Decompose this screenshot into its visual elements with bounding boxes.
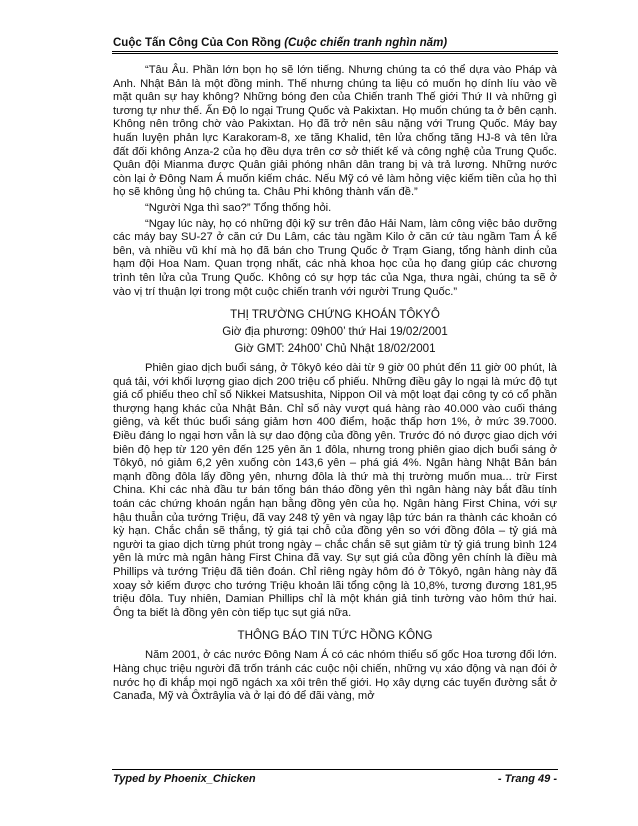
local-time-line: Giờ địa phương: 09h00’ thứ Hai 19/02/2001 bbox=[222, 325, 448, 339]
paragraph: “Ngay lúc này, họ có những đội kỹ sư trên đảo Hải Nam, làm công việc bảo dưỡng các máy bay SU-27 ở căn cứ Du Lâm, các tàu ngầm Kilo ở căn cứ tàu ngầm Tam Á kế bên, và nhiều vũ khí mà họ đã bán cho Trung Quốc ở Trạm Giang, tổng hành dinh của hạm đội Hoa Nam. Quan trọng nhất, các nhà khoa học của họ đang giúp các chương trình tên lửa của Trung Quốc. Không có sự hợp tác của Nga, thưa ngài, chúng ta sẽ ở vào vị trí thuận lợi trong một cuộc chiến tranh với người Trung Quốc.” bbox=[113, 217, 557, 298]
footer-rule bbox=[112, 769, 558, 770]
section-heading: THỊ TRƯỜNG CHỨNG KHOÁN TÔKYÔ bbox=[230, 308, 440, 322]
book-title: Cuộc Tấn Công Của Con Rồng bbox=[113, 37, 282, 49]
page-number: - Trang 49 - bbox=[497, 773, 557, 785]
paragraph: “Tâu Âu. Phần lớn bọn họ sẽ lớn tiếng. Nhưng chúng ta có thể dựa vào Pháp và Anh. Nhật Bản là một đồng minh. Thế nhưng chúng ta liệu có muốn họ dính líu vào về mặt quân sự hay không? Những bóng đen của Chiến tranh Thế giới Thứ II và những gì tương tự như thế. Ấn Độ lo ngại Trung Quốc và Pakixtan. Họ muốn chúng ta ở bên cạnh. Không nên trông chờ vào Pakixtan. Họ đã trở nên sâu nặng với Trung Quốc. Máy bay huấn luyện phản lực Karakoram-8, xe tăng Khalid, tên lửa chống tăng HJ-8 và tên lửa đất đối không Anza-2 của họ đều dựa trên cơ sở thiết kế và công nghệ của Trung Quốc. Quân đội Mianma được Quân giải phóng nhân dân trang bị và trả lương. Những nước còn lại ở Đông Nam Á muốn kiếm chác. Nếu Mỹ có vẻ làm hỏng việc kiếm tiền của họ thì họ sẽ không ủng hộ chúng ta. Châu Phi không thành vấn đề.” bbox=[113, 64, 557, 199]
section-heading: THÔNG BÁO TIN TỨC HỒNG KÔNG bbox=[237, 629, 433, 643]
paragraph: Phiên giao dịch buổi sáng, ở Tôkyô kéo dài từ 9 giờ 00 phút đến 11 giờ 00 phút, là quá tải, với khối lượng giao dịch 200 triệu cổ phiếu. Những điều gây lo ngại là mức độ tụt giá cổ phiếu theo chỉ số Nikkei Matsushita, Nippon Oil và một loạt đại công ty có cổ phần thượng hạng khác của Nhật Bản. Chỉ số này vượt quá hàng rào 40.000 vào cuối tháng giêng, và kết thúc buổi sáng giảm hơn 400 điểm, hoặc thấp hơn 1%, ở mức 39.7000. Điều đáng lo ngại hơn vẫn là sự dao động của đồng yên. Trước đó nó được giao dịch với biên độ hẹp từ 120 yên đến 125 yên ăn 1 đôla, nhưng trong phiên giao dịch buổi sáng ở Tôkyô, nó giảm 6,2 yên xuống còn 143,6 yên – phá giá 4%. Ngân hàng Nhật Bản bán mạnh đồng đôla lấy đồng yên, nhưng đôla là thứ mà thị trường muốn mua... trừ First China. Khi các nhà đầu tư bán tống bán tháo đồng yên thì ngân hàng này bắt đầu tính toán các chứng khoán ngắn hạn bằng đồng yên của họ. Ngân hàng First China, với sự hậu thuẫn của tướng Triệu, đã vay 248 tỷ yên và ngay lập tức bán ra thành các khoản có kỳ hạn. Chắc chắn sẽ thắng, tỷ giá tại chỗ của đồng yên so với đồng đôla – tỷ giá mà người ta giao dịch từng phút trong ngày – chắc chắn sẽ sụt giảm từ tỷ giá trung bình 124 yên là mức mà ngân hàng First China đã vay. Sự sụt giá của đồng yên chính là điều mà Phillips và tướng Triệu đã tiên đoán. Chỉ riêng ngày hôm đó ở Tôkyô, ngân hàng này đã xoay sở kiếm được cho tướng Triệu khoản lãi tổng cộng là 10,8%, tương đương 181,95 triệu đôla. Tuy nhiên, Damian Phillips chỉ là một khán giả tinh tường vào hôm thứ hai. Ông ta biết là đồng yên còn tiếp tục sụt giá nữa. bbox=[113, 362, 557, 619]
header-rule bbox=[112, 51, 558, 52]
gmt-time-line: Giờ GMT: 24h00’ Chủ Nhật 18/02/2001 bbox=[234, 342, 436, 356]
typist-credit: Typed by Phoenix_Chicken bbox=[113, 773, 256, 785]
header-rule-secondary bbox=[112, 53, 558, 54]
paragraph: Năm 2001, ở các nước Đông Nam Á có các nhóm thiểu số gốc Hoa tương đối lớn. Hàng chục triệu người đã trốn tránh các cuộc nội chiến, những vụ xáo động và nạn đói ở nước họ đi khắp mọi ngõ ngách xa xôi trên thế giới. Họ xây dựng các tuyến đường sắt ở Canađa, Mỹ và Ôxtrâylia và ở lại đó để đãi vàng, mở bbox=[113, 649, 557, 703]
page-body bbox=[113, 64, 557, 706]
running-header bbox=[113, 36, 553, 50]
book-subtitle: (Cuộc chiến tranh nghìn năm) bbox=[284, 37, 448, 49]
paragraph: “Người Nga thì sao?” Tổng thống hỏi. bbox=[145, 201, 332, 214]
